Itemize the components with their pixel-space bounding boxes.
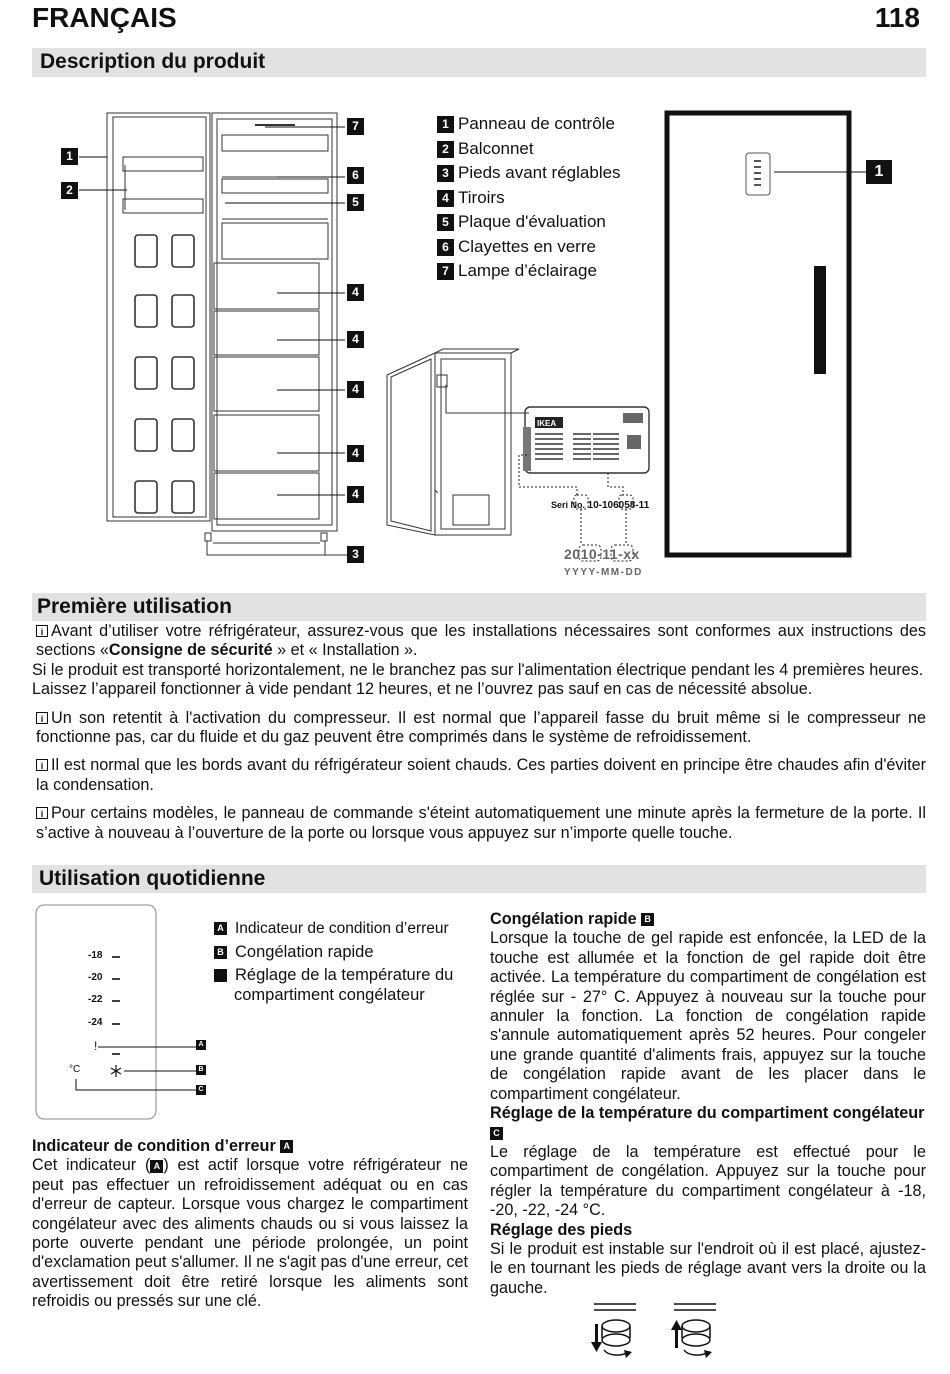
panel-callout-a: A (196, 1040, 206, 1050)
panel-callout-b: B (196, 1065, 206, 1075)
callout-5: 5 (347, 194, 364, 211)
body: Si le produit est instable sur l'endroit où il est placé, ajustez-le en tournant les pieds de réglage avant vers la droite ou la gauche. (490, 1239, 926, 1297)
callout-2: 2 (61, 182, 78, 199)
language-title: FRANÇAIS (32, 2, 177, 33)
serial-number: Seri No. 10-106058-11 (551, 500, 650, 511)
panel-callout-c: C (196, 1085, 206, 1095)
date-format: YYYY-MM-DD (564, 567, 643, 578)
parts-legend (437, 112, 621, 284)
info-icon: i (36, 625, 48, 637)
right-column (490, 910, 926, 1298)
section-title: Description du produit (40, 50, 266, 73)
callout-4: 4 (347, 381, 364, 398)
info-icon: i (36, 712, 48, 724)
heading: Réglage de la température du compartiment congélateur C (490, 1104, 925, 1138)
heading: Réglage des pieds (490, 1220, 633, 1239)
feet-adjustment-diagram (590, 1300, 730, 1370)
section-bar-daily-use (32, 865, 926, 893)
error-indicator-section (32, 1137, 468, 1312)
legend-item: 3 Pieds avant réglables (437, 161, 621, 186)
legend-item: 2 Balconnet (437, 137, 621, 162)
legend-item: A Indicateur de condition d’erreur (214, 919, 464, 939)
section-bar-first-use (32, 593, 926, 621)
fridge-interior-diagram (55, 105, 380, 575)
legend-item: 1 Panneau de contrôle (437, 112, 621, 137)
temp-label: -18 (88, 950, 103, 961)
info-icon: i (36, 807, 48, 819)
heading: Indicateur de condition d’erreur A (32, 1137, 468, 1156)
paragraph: Laissez l’appareil fonctionner à vide pendant 12 heures, et ne l’ouvrez pas sauf en cas de nécessité absolue. (32, 680, 813, 699)
callout-3: 3 (347, 546, 364, 563)
heading: Congélation rapide B (490, 910, 926, 929)
callout-4: 4 (347, 331, 364, 348)
info-icon: i (36, 759, 48, 771)
temp-label: -20 (88, 972, 103, 983)
production-date: 2010-11-xx (564, 546, 640, 562)
door-callout-1: 1 (866, 160, 892, 184)
ikea-logo: IKEA (537, 419, 557, 428)
temp-label: -22 (88, 994, 103, 1005)
section-title: Utilisation quotidienne (39, 867, 266, 890)
paragraph: i Pour certains modèles, le panneau de commande s'éteint automatiquement une minute après la fermeture de la porte. Il s’active à nouveau à l’ouverture de la porte ou lorsque vous appuyez sur n’importe quelle touche. (36, 804, 926, 842)
callout-7: 7 (347, 118, 364, 135)
celsius-label: °C (69, 1064, 81, 1075)
callout-6: 6 (347, 167, 364, 184)
control-panel-diagram (34, 903, 214, 1123)
page-number: 118 (874, 2, 920, 33)
first-use-instructions (32, 622, 926, 843)
legend-item: 5 Plaque d'évaluation (437, 210, 621, 235)
legend-item: B Congélation rapide (214, 942, 464, 962)
legend-item: 6 Clayettes en verre (437, 235, 621, 260)
body: Cet indicateur ( A ) est actif lorsque votre réfrigérateur ne peut pas effectuer un refroidissement adéquat ou en cas d'erreur de capteur. Lorsque vous chargez le compartiment congélateur avec des aliments chauds ou si vous laissez la porte ouverte pendant une période prolongée, un point d'exclamation peut s'allumer. Il ne s'agit pas d'une erreur, cet avertissement doit être retiré lorsque les aliments sont refroidis ou pressés sur une clé. (32, 1156, 468, 1311)
body: Lorsque la touche de gel rapide est enfoncée, la LED de la touche est allumée et la fonction de gel rapide doit être activée. La température du compartiment de congélation est réglée sur - 27° C. Appuyez à nouveau sur la touche pour annuler la fonction. La fonction de congélation rapide s'annule automatiquement après 52 heures. Pour congeler une grande quantité d'aliments frais, appuyez sur la touche de congélation rapide avant de les placer dans le compartiment congélateur. (490, 929, 926, 1103)
callout-4: 4 (347, 284, 364, 301)
callout-4: 4 (347, 486, 364, 503)
warning-indicator: ! (94, 1039, 98, 1053)
paragraph: i Il est normal que les bords avant du réfrigérateur soient chauds. Ces parties doivent en principe être chaudes afin d'éviter la condensation. (36, 756, 926, 794)
paragraph: Si le produit est transporté horizontalement, ne le branchez pas sur l'alimentation électrique pendant les 4 premières heures. (32, 660, 924, 679)
temp-label: -24 (88, 1017, 103, 1028)
legend-item: 7 Lampe d’éclairage (437, 259, 621, 284)
panel-legend (207, 919, 464, 1005)
callout-1: 1 (61, 148, 78, 165)
paragraph: i Un son retentit à l'activation du compresseur. Il est normal que l’appareil fasse du bruit même si le compresseur ne fonctionne pas, car du fluide et du gaz peuvent être comprimés dans le système de refroidissement. (36, 708, 926, 747)
paragraph: i Avant d’utiliser votre réfrigérateur, assurez-vous que les installations nécessaires sont conformes aux instructions des sections «Consigne de sécurité » et « Installation ». (36, 622, 926, 660)
legend-item: C Réglage de la température du compartiment congélateur (207, 966, 454, 1004)
section-bar-description (32, 48, 926, 77)
body: Le réglage de la température est effectué pour le compartiment de congélation. Appuyez sur la touche pour régler la température du compartiment congélateur à -18, -20, -22, -24 °C. (490, 1142, 926, 1220)
callout-4: 4 (347, 445, 364, 462)
section-title: Première utilisation (37, 595, 232, 618)
legend-item: 4 Tiroirs (437, 186, 621, 211)
